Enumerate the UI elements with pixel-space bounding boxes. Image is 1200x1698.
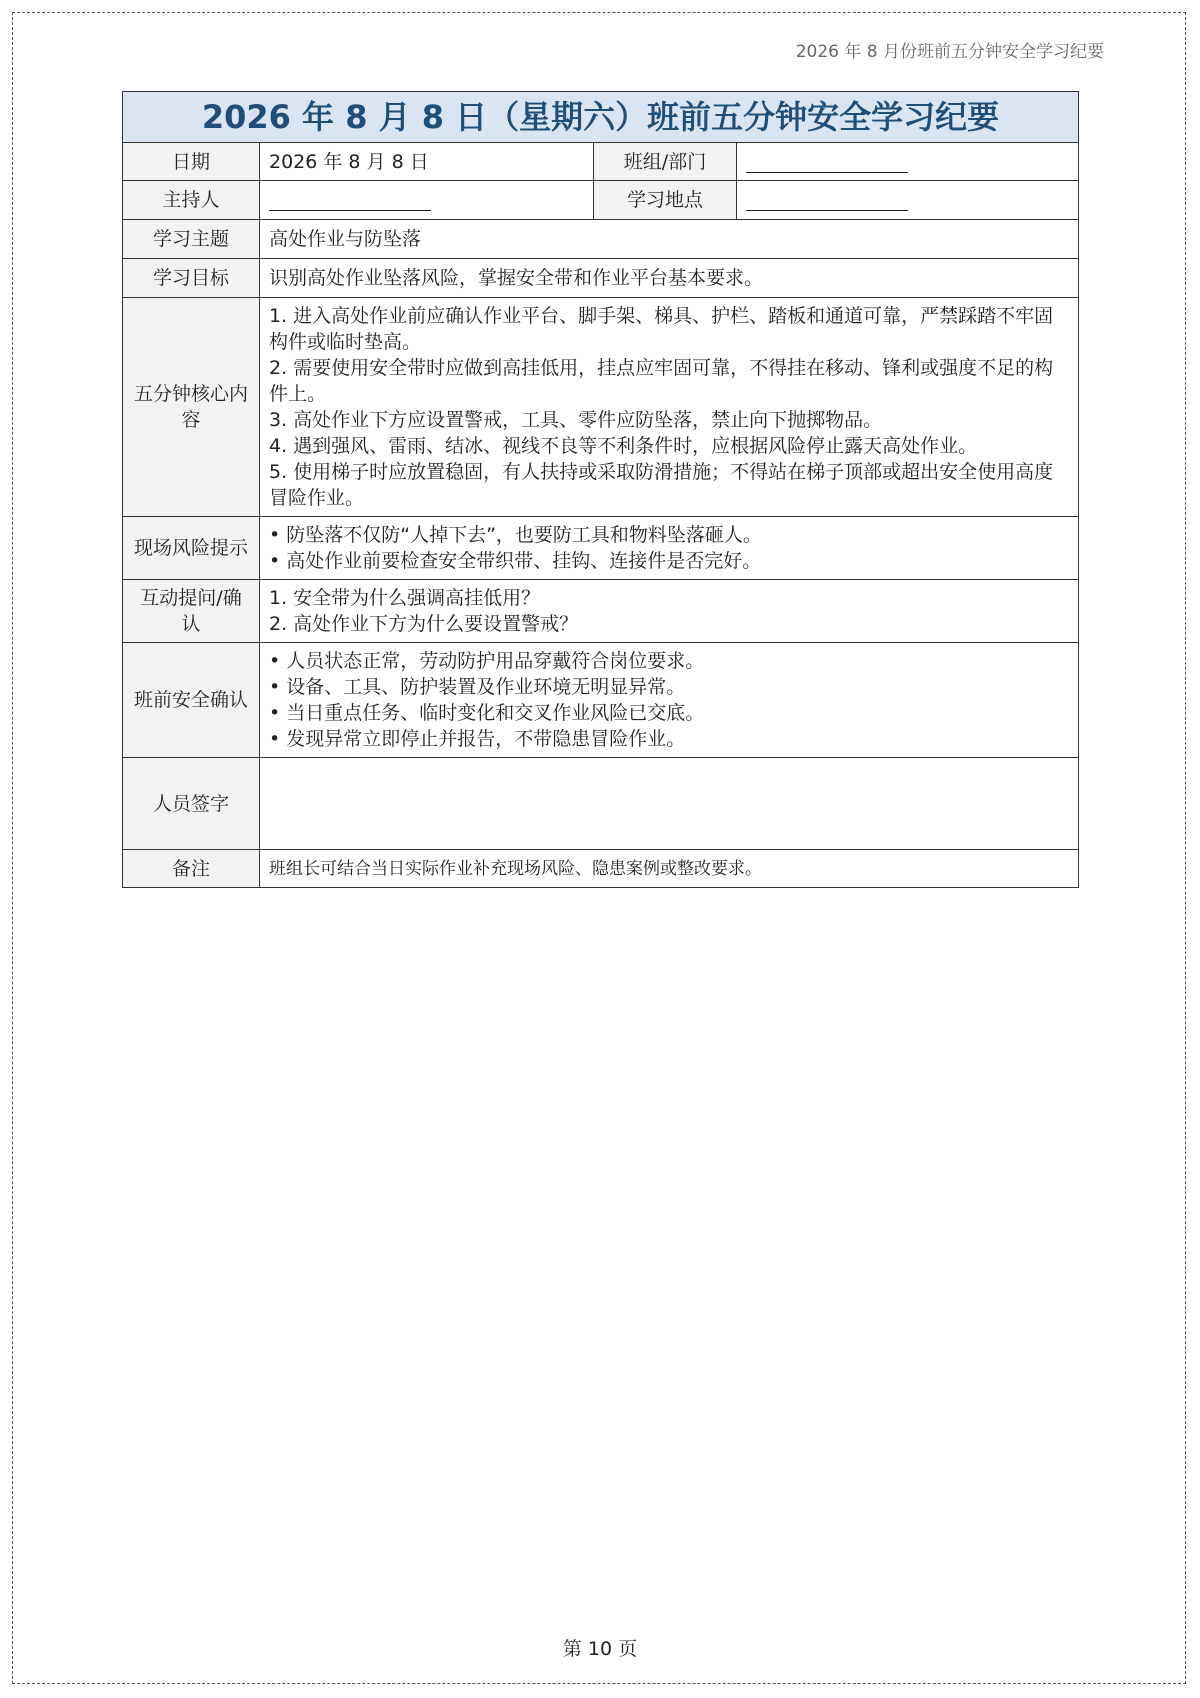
date-row xyxy=(123,143,1079,181)
host-blank-line[interactable] xyxy=(269,190,431,211)
confirm-item-2: • 设备、工具、防护装置及作业环境无明显异常。 xyxy=(269,676,686,698)
title-row xyxy=(123,92,1079,143)
confirm-item-3: • 当日重点任务、临时变化和交叉作业风险已交底。 xyxy=(269,702,705,724)
confirm-item-4: • 发现异常立即停止并报告，不带隐患冒险作业。 xyxy=(269,728,686,750)
minutes-table xyxy=(122,91,1079,888)
topic-label: 学习主题 xyxy=(123,220,260,259)
core-item-1: 1. 进入高处作业前应确认作业平台、脚手架、梯具、护栏、踏板和通道可靠，严禁踩踏不牢固构件或临时垫高。 xyxy=(269,305,1054,353)
location-blank-line[interactable] xyxy=(746,190,908,211)
qa-row xyxy=(123,580,1079,643)
date-label: 日期 xyxy=(123,143,260,181)
team-label: 班组/部门 xyxy=(594,143,737,181)
confirm-label: 班前安全确认 xyxy=(123,643,260,758)
core-content xyxy=(260,298,1079,517)
signature-label: 人员签字 xyxy=(123,758,260,850)
confirm-row xyxy=(123,643,1079,758)
table-title: 2026 年 8 月 8 日（星期六）班前五分钟安全学习纪要 xyxy=(123,92,1079,143)
location-field[interactable] xyxy=(737,181,1079,220)
signature-row xyxy=(123,758,1079,850)
risk-item-2: • 高处作业前要检查安全带织带、挂钩、连接件是否完好。 xyxy=(269,550,762,572)
location-label: 学习地点 xyxy=(594,181,737,220)
goal-value: 识别高处作业坠落风险，掌握安全带和作业平台基本要求。 xyxy=(260,259,1079,298)
host-field[interactable] xyxy=(260,181,594,220)
confirm-content xyxy=(260,643,1079,758)
risk-item-1: • 防坠落不仅防“人掉下去”，也要防工具和物料坠落砸人。 xyxy=(269,524,762,546)
confirm-item-1: • 人员状态正常，劳动防护用品穿戴符合岗位要求。 xyxy=(269,650,705,672)
goal-row xyxy=(123,259,1079,298)
team-blank-line[interactable] xyxy=(746,152,908,173)
qa-label: 互动提问/确认 xyxy=(123,580,260,643)
qa-item-1: 1. 安全带为什么强调高挂低用？ xyxy=(269,587,541,609)
core-item-3: 3. 高处作业下方应设置警戒，工具、零件应防坠落，禁止向下抛掷物品。 xyxy=(269,409,883,431)
core-item-4: 4. 遇到强风、雷雨、结冰、视线不良等不利条件时，应根据风险停止露天高处作业。 xyxy=(269,435,978,457)
risk-row xyxy=(123,517,1079,580)
goal-label: 学习目标 xyxy=(123,259,260,298)
topic-value: 高处作业与防坠落 xyxy=(260,220,1079,259)
remark-row xyxy=(123,850,1079,888)
signature-field[interactable] xyxy=(260,758,1079,850)
core-item-2: 2. 需要使用安全带时应做到高挂低用，挂点应牢固可靠，不得挂在移动、锋利或强度不足的构件上。 xyxy=(269,357,1054,405)
date-value: 2026 年 8 月 8 日 xyxy=(260,143,594,181)
risk-content xyxy=(260,517,1079,580)
running-header: 2026 年 8 月份班前五分钟安全学习纪要 xyxy=(795,42,1104,62)
qa-content xyxy=(260,580,1079,643)
core-row xyxy=(123,298,1079,517)
host-label: 主持人 xyxy=(123,181,260,220)
host-row xyxy=(123,181,1079,220)
risk-label: 现场风险提示 xyxy=(123,517,260,580)
core-label: 五分钟核心内容 xyxy=(123,298,260,517)
remark-value: 班组长可结合当日实际作业补充现场风险、隐患案例或整改要求。 xyxy=(260,850,1079,888)
qa-item-2: 2. 高处作业下方为什么要设置警戒？ xyxy=(269,613,579,635)
page-number: 第 10 页 xyxy=(562,1638,638,1660)
remark-label: 备注 xyxy=(123,850,260,888)
core-item-5: 5. 使用梯子时应放置稳固，有人扶持或采取防滑措施；不得站在梯子顶部或超出安全使用高度冒险作业。 xyxy=(269,461,1054,509)
topic-row xyxy=(123,220,1079,259)
team-field[interactable] xyxy=(737,143,1079,181)
